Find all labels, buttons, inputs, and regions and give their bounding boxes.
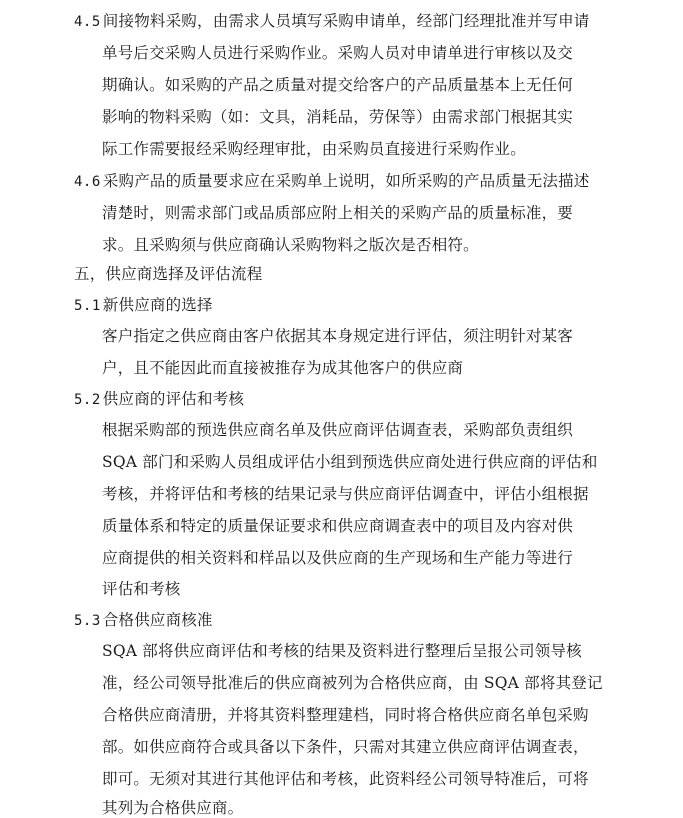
section-5-3-line-6: 其列为合格供应商。: [102, 799, 244, 817]
section-4-6-line-2: 清楚时，则需求部门或品质部应附上相关的采购产品的质量标准，要: [102, 204, 574, 222]
section-5-2-number: 5.2: [74, 392, 101, 408]
section-5-2-line-6: 评估和考核: [102, 580, 181, 598]
section-5-1-heading: [74, 295, 213, 316]
section-4-6-line-1: [74, 171, 590, 192]
section-5-2-line-3: 考核，并将评估和考核的结果记录与供应商评估调查中，评估小组根据: [102, 485, 589, 503]
section-5-2-line-2: SQA 部门和采购人员组成评估小组到预选供应商处进行供应商的评估和: [102, 453, 598, 471]
section-4-5-line-5: 际工作需要报经采购经理审批，由采购员直接进行采购作业。: [102, 140, 526, 158]
section-5-3-line-2: 准，经公司领导批准后的供应商被列为合格供应商，由 SQA 部将其登记: [102, 674, 603, 692]
section-5-2-line-5: 应商提供的相关资料和样品以及供应商的生产现场和生产能力等进行: [102, 549, 574, 567]
section-5-1-line-2: 户，且不能因此而直接被推存为成其他客户的供应商: [102, 359, 464, 377]
section-5-3-line-3: 合格供应商清册，并将其资料整理建档，同时将合格供应商名单包采购: [102, 706, 589, 724]
section-5-3-number: 5.3: [74, 613, 101, 629]
section-4-5-line-1: [74, 11, 590, 32]
section-5-3-heading: [74, 610, 213, 631]
section-5-2-line-1: 根据采购部的预选供应商名单及供应商评估调查表，采购部负责组织: [102, 421, 574, 439]
section-5-1-number: 5.1: [74, 298, 101, 314]
section-4-6-text: 采购产品的质量要求应在采购单上说明，如所采购的产品质量无法描述: [102, 172, 590, 190]
section-5-2-title: 供应商的评估和考核: [102, 390, 245, 408]
section-5-heading: 五，供应商选择及评估流程: [74, 265, 263, 283]
section-5-3-line-1: SQA 部将供应商评估和考核的结果及资料进行整理后呈报公司领导核: [102, 642, 582, 660]
section-5-2-heading: [74, 389, 244, 410]
section-5-3-line-5: 即可。无须对其进行其他评估和考核，此资料经公司领导特准后，可将: [102, 770, 589, 788]
section-5-1-title: 新供应商的选择: [102, 296, 213, 314]
section-4-5-line-2: 单号后交采购人员进行采购作业。采购人员对申请单进行审核以及交: [102, 44, 574, 62]
section-4-5-line-4: 影响的物料采购（如：文具，消耗品，劳保等）由需求部门根据其实: [102, 108, 574, 126]
section-5-1-line-1: 客户指定之供应商由客户依据其本身规定进行评估，须注明针对某客: [102, 327, 574, 345]
section-5-3-title: 合格供应商核准: [102, 611, 213, 629]
section-4-5-line-3: 期确认。如采购的产品之质量对提交给客户的产品质量基本上无任何: [102, 76, 574, 94]
section-4-6-line-3: 求。且采购须与供应商确认采购物料之版次是否相符。: [102, 236, 479, 254]
section-4-5-number: 4.5: [74, 14, 101, 30]
section-4-5-text: 间接物料采购，由需求人员填写采购申请单，经部门经理批准并写申请: [102, 12, 590, 30]
section-5-3-line-4: 部。如供应商符合或具备以下条件，只需对其建立供应商评估调查表，: [102, 738, 589, 756]
section-4-6-number: 4.6: [74, 174, 101, 190]
section-5-2-line-4: 质量体系和特定的质量保证要求和供应商调查表中的项目及内容对供: [102, 517, 574, 535]
